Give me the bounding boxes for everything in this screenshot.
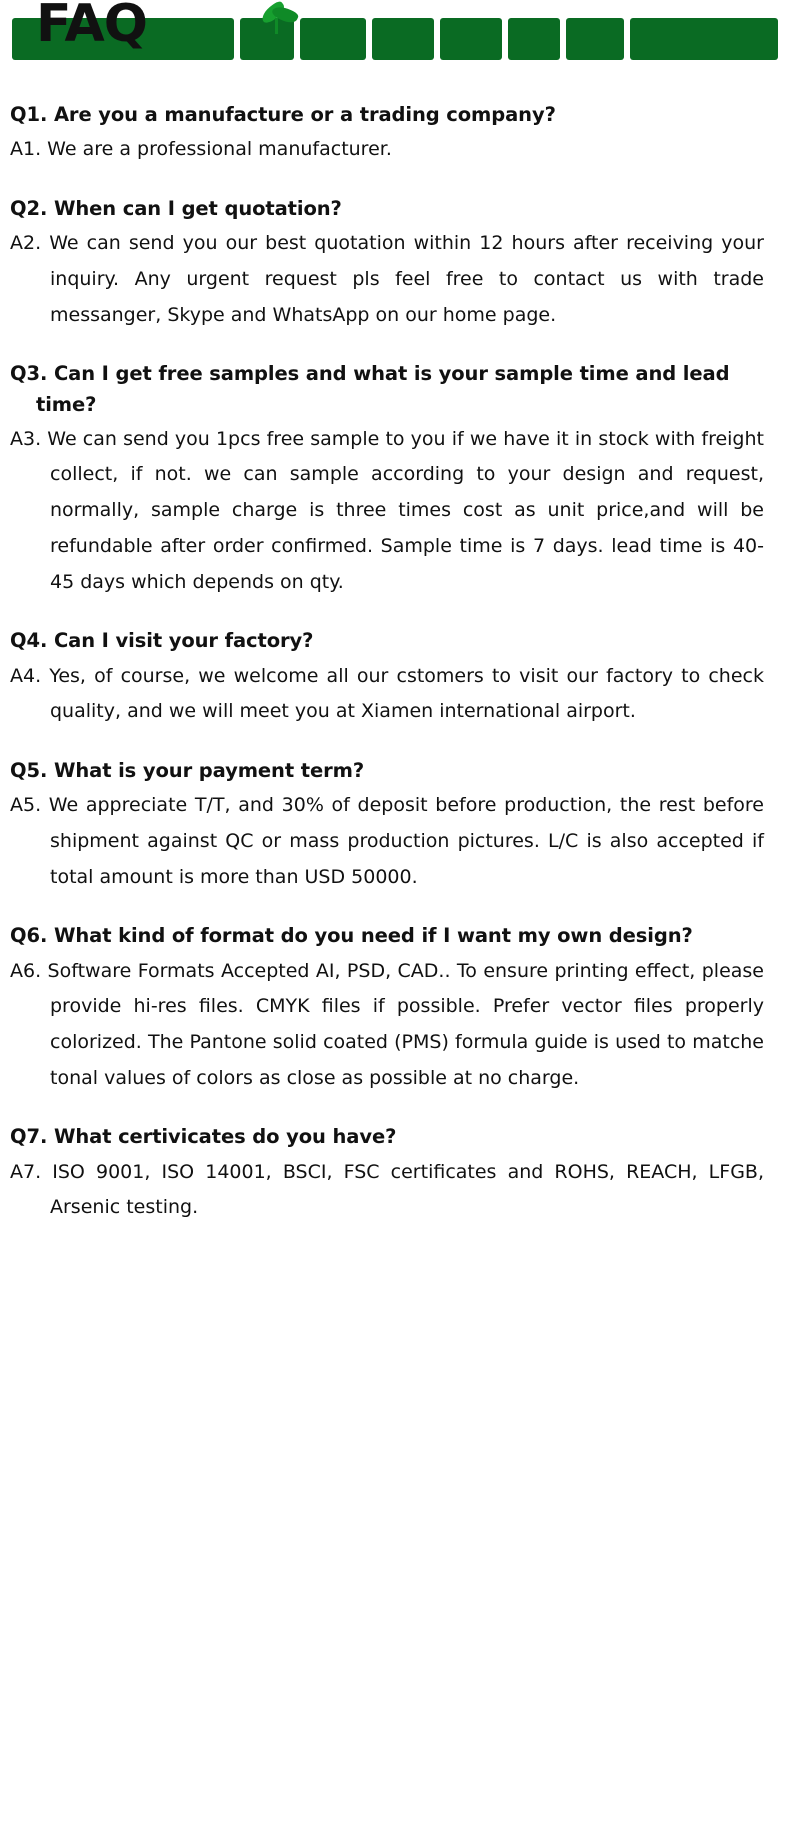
faq-question: Q3. Can I get free samples and what is your sample time and lead time? — [10, 362, 730, 416]
faq-answer: A2. We can send you our best quotation within 12 hours after receiving your inquiry. Any urgent request pls feel free to contact us with trade messanger, Skype and WhatsApp on our home page. — [10, 232, 764, 326]
faq-item — [10, 626, 772, 730]
faq-item — [10, 359, 772, 600]
faq-item — [10, 100, 772, 168]
page-title: FAQ — [36, 0, 148, 54]
faq-item — [10, 194, 772, 333]
faq-list — [0, 72, 790, 1226]
faq-question: Q6. What kind of format do you need if I want my own design? — [10, 924, 693, 948]
faq-item — [10, 921, 772, 1096]
faq-item — [10, 1122, 772, 1226]
bamboo-leaf-icon — [258, 4, 298, 34]
faq-question: Q4. Can I visit your factory? — [10, 629, 314, 653]
faq-question: Q7. What certivicates do you have? — [10, 1125, 397, 1149]
faq-answer: A1. We are a professional manufacturer. — [10, 138, 392, 161]
faq-answer: A6. Software Formats Accepted AI, PSD, CAD.. To ensure printing effect, please provide hi-res files. CMYK files if possible. Prefer vector files properly colorized. The Pantone solid coated (PMS) formula guide is used to matche tonal values of colors as close as possible at no charge. — [10, 959, 764, 1089]
page-header — [0, 0, 790, 72]
faq-question: Q2. When can I get quotation? — [10, 196, 342, 220]
faq-answer: A5. We appreciate T/T, and 30% of deposit before production, the rest before shipment against QC or mass production pictures. L/C is also accepted if total amount is more than USD 50000. — [10, 794, 764, 888]
faq-item — [10, 756, 772, 895]
faq-answer: A4. Yes, of course, we welcome all our cstomers to visit our factory to check quality, and we will meet you at Xiamen international airport. — [10, 664, 764, 723]
faq-answer: A7. ISO 9001, ISO 14001, BSCI, FSC certificates and ROHS, REACH, LFGB, Arsenic testing. — [10, 1160, 764, 1219]
faq-question: Q5. What is your payment term? — [10, 759, 365, 782]
faq-answer: A3. We can send you 1pcs free sample to you if we have it in stock with freight collect, if not. we can sample according to your design and request, normally, sample charge is three times cost as unit price,and will be refundable after order confirmed. Sample time is 7 days. lead time is 40-45 days which depends on qty. — [10, 427, 764, 593]
faq-question: Q1. Are you a manufacture or a trading company? — [10, 103, 556, 126]
